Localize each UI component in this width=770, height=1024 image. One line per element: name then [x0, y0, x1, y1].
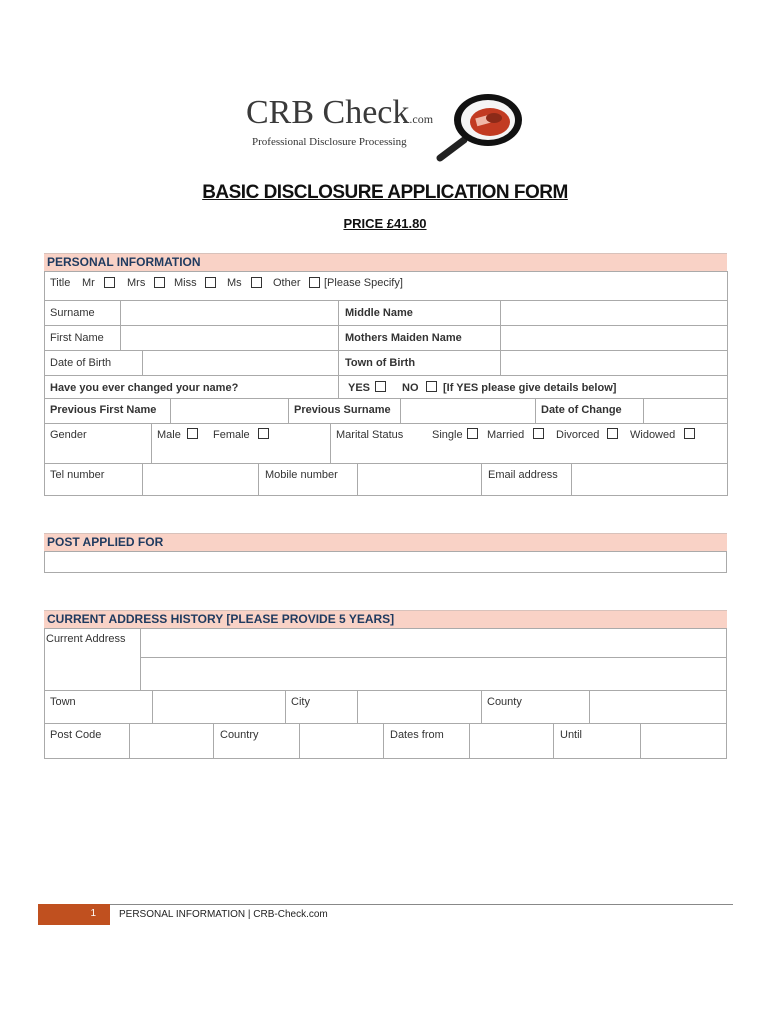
- address-heading: CURRENT ADDRESS HISTORY [PLEASE PROVIDE 5 YEARS]: [47, 612, 395, 626]
- title-label: Title: [50, 277, 71, 289]
- checkbox-single[interactable]: [467, 428, 478, 439]
- title-option-mr: Mr: [82, 277, 95, 289]
- other-specify-label: [Please Specify]: [324, 277, 403, 289]
- page-number-box: [38, 904, 110, 925]
- surname-field[interactable]: [121, 301, 337, 324]
- town-label: Town: [50, 696, 76, 708]
- post-applied-header: [44, 533, 727, 551]
- footer-text: PERSONAL INFORMATION | CRB-Check.com: [119, 909, 328, 920]
- prev-surname-label: Previous Surname: [294, 404, 391, 416]
- post-code-label: Post Code: [50, 729, 102, 741]
- city-field[interactable]: [358, 691, 480, 722]
- city-label: City: [291, 696, 310, 708]
- until-field[interactable]: [641, 724, 727, 758]
- email-label: Email address: [488, 469, 558, 481]
- page-number: 1: [90, 908, 96, 919]
- marital-status-label: Marital Status: [336, 429, 404, 441]
- checkbox-ms[interactable]: [251, 277, 262, 288]
- town-of-birth-label: Town of Birth: [345, 357, 416, 369]
- price-label: PRICE £41.80: [343, 216, 427, 231]
- until-label: Until: [560, 729, 583, 741]
- current-address-label: Current Address: [46, 633, 126, 645]
- dates-from-field[interactable]: [470, 724, 552, 758]
- mothers-maiden-name-field[interactable]: [501, 326, 727, 349]
- marital-single-label: Single: [432, 429, 463, 441]
- county-field[interactable]: [590, 691, 727, 722]
- prev-surname-field[interactable]: [401, 399, 534, 422]
- personal-info-heading: PERSONAL INFORMATION: [47, 255, 201, 269]
- checkbox-married[interactable]: [533, 428, 544, 439]
- surname-label: Surname: [50, 307, 95, 319]
- title-option-miss: Miss: [174, 277, 197, 289]
- checkbox-male[interactable]: [187, 428, 198, 439]
- country-label: Country: [220, 729, 259, 741]
- marital-divorced-label: Divorced: [556, 429, 600, 441]
- male-label: Male: [157, 429, 181, 441]
- checkbox-widowed[interactable]: [684, 428, 695, 439]
- checkbox-no[interactable]: [426, 381, 437, 392]
- checkbox-other[interactable]: [309, 277, 320, 288]
- logo-wordmark: [246, 94, 433, 132]
- mobile-label: Mobile number: [265, 469, 338, 481]
- first-name-label: First Name: [50, 332, 104, 344]
- post-applied-field[interactable]: [44, 551, 727, 573]
- personal-info-header: [44, 253, 727, 271]
- post-applied-heading: POST APPLIED FOR: [47, 535, 164, 549]
- email-field[interactable]: [572, 464, 727, 495]
- marital-married-label: Married: [487, 429, 525, 441]
- checkbox-yes[interactable]: [375, 381, 386, 392]
- country-field[interactable]: [300, 724, 382, 758]
- post-code-field[interactable]: [130, 724, 212, 758]
- dates-from-label: Dates from: [390, 729, 444, 741]
- logo-name: CRB Check: [246, 94, 410, 131]
- logo: [246, 92, 526, 164]
- changed-name-label: Have you ever changed your name?: [50, 382, 239, 394]
- no-label: NO: [402, 382, 419, 394]
- mobile-field[interactable]: [358, 464, 480, 495]
- date-of-change-field[interactable]: [644, 399, 727, 422]
- checkbox-divorced[interactable]: [607, 428, 618, 439]
- checkbox-mrs[interactable]: [154, 277, 165, 288]
- checkbox-mr[interactable]: [104, 277, 115, 288]
- female-label: Female: [213, 429, 250, 441]
- logo-tagline: Professional Disclosure Processing: [252, 136, 407, 148]
- prev-first-name-field[interactable]: [171, 399, 287, 422]
- checkbox-miss[interactable]: [205, 277, 216, 288]
- middle-name-label: Middle Name: [345, 307, 413, 319]
- tel-field[interactable]: [143, 464, 257, 495]
- title-option-mrs: Mrs: [127, 277, 146, 289]
- town-of-birth-field[interactable]: [501, 351, 727, 374]
- middle-name-field[interactable]: [501, 301, 727, 324]
- tel-label: Tel number: [50, 469, 105, 481]
- yes-details-label: [If YES please give details below]: [443, 382, 617, 394]
- magnifier-icon: [436, 90, 528, 162]
- title-option-ms: Ms: [227, 277, 242, 289]
- page-title: BASIC DISCLOSURE APPLICATION FORM: [202, 182, 568, 203]
- prev-first-name-label: Previous First Name: [50, 404, 157, 416]
- logo-suffix: .com: [409, 112, 434, 126]
- mothers-maiden-name-label: Mothers Maiden Name: [345, 332, 462, 344]
- address-header: [44, 610, 727, 628]
- first-name-field[interactable]: [121, 326, 337, 349]
- town-field[interactable]: [153, 691, 284, 722]
- checkbox-female[interactable]: [258, 428, 269, 439]
- dob-label: Date of Birth: [50, 357, 112, 369]
- yes-label: YES: [348, 382, 371, 394]
- date-of-change-label: Date of Change: [541, 404, 622, 416]
- gender-label: Gender: [50, 429, 87, 441]
- county-label: County: [487, 696, 522, 708]
- marital-widowed-label: Widowed: [630, 429, 676, 441]
- footer-rule: [110, 904, 733, 905]
- title-option-other: Other: [273, 277, 301, 289]
- dob-field[interactable]: [143, 351, 337, 374]
- current-address-field[interactable]: [141, 629, 727, 689]
